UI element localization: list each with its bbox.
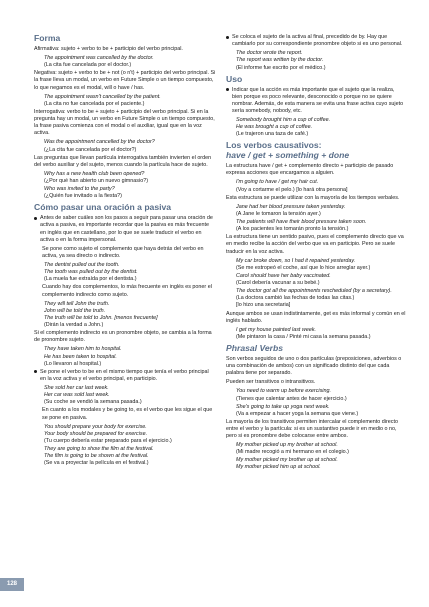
section-title-causativos: Los verbos causativos: have / get + something + done (226, 140, 350, 161)
example-affirmative: The appointment was cancelled by the doctor. (La cita fue cancelada por el doctor.) (44, 55, 154, 69)
rule-wh-questions: Las preguntas que llevan partícula interrogativa también invierten el orden del verbo auxiliar y del sujeto, menos cuando la partícula hace de sujeto. (34, 154, 212, 168)
phrasal-paragraph-1: Son verbos seguidos de uno o dos partículas (preposiciones, adverbios o una combinación de ambos) con un significado distinto del que cada palabra tiene por separado. (226, 355, 402, 377)
como-paragraph-6: En cuanto a los modales y be going to, es el verbo que les sigue el que se pone en pasiva. (42, 407, 213, 421)
rule-interrogative: Interrogativa: verbo to be + sujeto + participio del verbo principal. Si en la pregunta hay un modal, un verbo en Future Simple o un tiempo compuesto, la frase pasiva comienza con el modal o el auxiliar, igual que en la voz activa. (34, 108, 215, 137)
example-dentist: The dentist pulled out the tooth. The tooth was pulled out by the dentist. (La muela fue extraída por el dentista.) (44, 262, 138, 283)
section-title-como-pasar: Cómo pasar una oración a pasiva (34, 202, 172, 213)
example-haircut: I'm going to have / get my hair cut. (Voy a cortarme el pelo.) [lo hará otra persona] (236, 179, 348, 193)
example-interrogative: Was the appointment cancelled by the doctor? (¿La cita fue cancelada por el doctor?) (44, 139, 155, 153)
example-wh-1: Why has a new health club been opened? (¿Por qué han abierto un nuevo gimnasio?) (44, 170, 148, 184)
example-painted: I get my house painted last week. (Me pintaron la casa / Pinté mi casa la semana pasada.) (236, 326, 371, 340)
right-column (226, 34, 406, 472)
causativos-paragraph-3: La estructura tiene un sentido pasivo, pues el complemento directo que va en medio recibe la acción del verbo que va en participio. Pero se suele traducir en la voz activa. (226, 234, 404, 255)
uso-paragraph-1: Indicar que la acción es más importante que el sujeto que la realiza, bien porque es poco relevante, desconocido o porque no se quiere nombrar. Además, de esta manera se evita una frase activa cuyo sujeto sería somebody, nobody, etc. (226, 87, 406, 116)
causativos-paragraph-2: Esta estructura se puede utilizar con la mayoría de los tiempos verbales. (226, 194, 400, 201)
example-patients: The patients will have their blood pressure taken soon. (A los pacientes les tomarán pronto la tensión.) (236, 219, 367, 233)
rule-negative: Negativa: sujeto + verbo to be + not (o n't) + participio del verbo principal. Si la frase lleva un modal, un verbo en Future Simple o un tiempo compuesto, lo que negamos es el modal, will o have / has. (34, 70, 216, 91)
como-paragraph-1: Antes de saber cuáles son los pasos a seguir para pasar una oración de activa a pasiva, es importante recordar que la pasiva es más frecuente en inglés que en castellano, por lo que se suele traducir el verbo en activa o en la forma impersonal. (34, 215, 216, 244)
example-john: They will tell John the truth. John will be told the truth. The truth will be told to John. [menos frecuente] (Dirán la verdad a John.) (44, 300, 158, 328)
section-title-phrasal: Phrasal Verbs (226, 343, 284, 353)
example-wh-2: Who was invited to the party? (¿Quién fue invitado a la fiesta?) (44, 186, 122, 200)
example-pick-up: My mother picked up my brother at school. (Mi madre recogió a mi hermano en el colegio.) My mother picked my brother up at school. My mother picked him up at school. (236, 442, 349, 470)
como-paragraph-5: Se pone el verbo to be en el mismo tiempo que tenía el verbo principal en la voz activa y el verbo principal, en participio. (34, 369, 216, 383)
example-vaccinated: Carol should have her baby vaccinated. (Carol debería vacunar a su bebé.) (236, 272, 331, 286)
example-report: The doctor wrote the report. The report was written by the doctor. (El informe fue escrito por el médico.) (236, 50, 326, 71)
left-column (34, 34, 216, 468)
example-take-up: She's going to take up yoga next week. (Va a empezar a hacer yoga la semana que viene.) (236, 403, 359, 417)
example-body: You should prepare your body for exercise. Your body should be prepared for exercise. (Tu cuerpo debería estar preparado para el ejercicio.) (44, 423, 172, 444)
causativos-paragraph-1: La estructura have / get + complemento directo + participio de pasado expresa acciones que encargamos a alguien. (226, 163, 394, 177)
example-rescheduled: The doctor got all the appointments rescheduled (by a secretary). (La doctora cambió las fechas de todas las citas.) [lo hizo una secretaria] (236, 288, 392, 309)
section-title-forma: Forma (34, 33, 61, 43)
section-title-uso: Uso (226, 73, 243, 84)
phrasal-paragraph-3: La mayoría de los transitivos permiten intercalar el complemento directo entre el verbo y la partícula: si es un sustantivo puede ir en medio o no, pero si es pronombre debe colocarse entre ambos. (226, 418, 398, 440)
example-car: She sold her car last week. Her car was sold last week. (Su coche se vendió la semana pasada.) (44, 385, 142, 406)
como-paragraph-3: Cuando hay dos complementos, lo más frecuente en inglés es poner el complemento indirecto como sujeto. (42, 284, 212, 298)
example-film: They are going to show the film at the festival. The film is going to be shown at the festival. (Se va a proyectar la película en el festival.) (44, 446, 154, 467)
rule-affirmative: Afirmativa: sujeto + verbo to be + participio del verbo principal. (34, 45, 183, 52)
como-paragraph-2: Se pone como sujeto el complemento que haya detrás del verbo en activa, ya sea directo o indirecto. (42, 245, 204, 259)
como-paragraph-4: Si el complemento indirecto es un pronombre objeto, se cambia a la forma de pronombre sujeto. (34, 330, 212, 344)
causativos-paragraph-4: Aunque ambos se usan indistintamente, get es más informal y común en el inglés hablado. (226, 310, 406, 324)
example-coffee: Somebody brought him a cup of coffee. He was brought a cup of coffee. (Le trajeron una taza de café.) (236, 117, 331, 138)
phrasal-paragraph-2: Pueden ser transitivos o intransitivos. (226, 379, 316, 386)
example-hospital: They have taken him to hospital. He has been taken to hospital. (Lo llevaron al hospital.) (44, 346, 122, 367)
right-paragraph-0: Se coloca el sujeto de la activa al final, precedido de by. Hay que cambiarlo por su correspondiente pronombre objeto si es uno personal. (226, 34, 406, 48)
example-jane: Jane had her blood pressure taken yesterday. (A Jane le tomaron la tensión ayer.) (236, 203, 346, 217)
example-warm-up: You need to warm up before exercising. (Tienes que calentar antes de hacer ejercicio.) (236, 388, 347, 402)
example-negative: The appointment wasn't cancelled by the patient. (La cita no fue cancelada por el paciente.) (44, 93, 161, 107)
example-repaired: My car broke down, so I had it repaired yesterday. (Se me estropeó el coche, así que lo hice arreglar ayer.) (236, 257, 371, 271)
page-number: 128 (0, 578, 24, 591)
